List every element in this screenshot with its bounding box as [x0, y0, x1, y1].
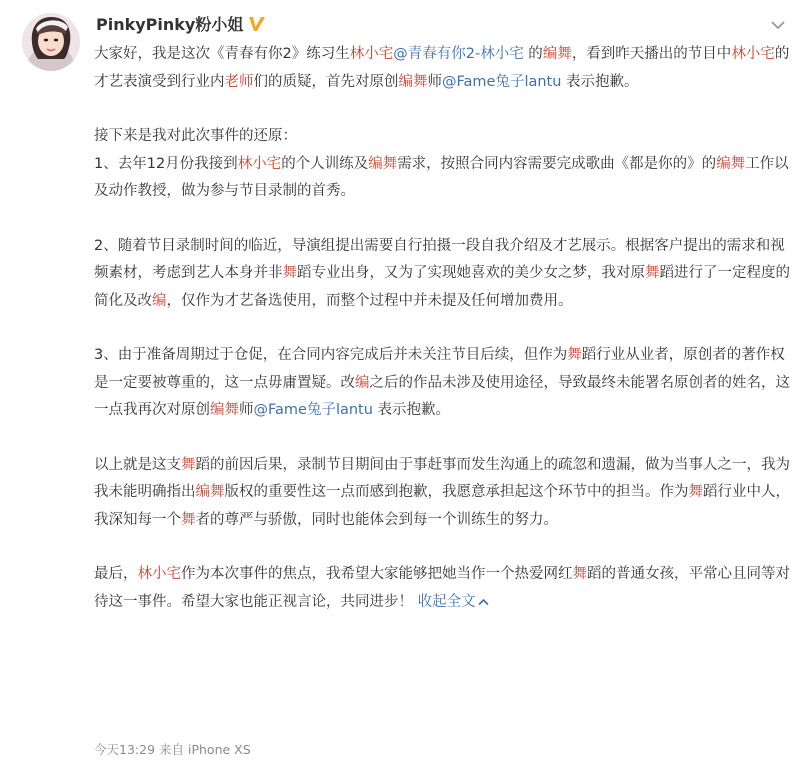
highlight-keyword: 舞 [567, 347, 582, 363]
verified-badge-icon [247, 15, 267, 33]
paragraph-item-3 [94, 342, 794, 425]
highlight-keyword: 编 [152, 292, 167, 309]
text: 需求，按照合同内容需要完成歌曲《都是你的》的 [397, 155, 717, 172]
avatar-photo-icon [22, 13, 80, 71]
highlight-keyword: 编舞 [716, 155, 746, 172]
text: 的 [523, 46, 543, 62]
text: 工作以及动作教授，做为参与节目录制的首秀。 [94, 155, 789, 199]
paragraph-item-2 [94, 233, 794, 316]
text: 版权的重要性这一点而感到抱歉，我愿意承担起这个环节中的担当。作为 [224, 484, 689, 500]
text: 表示抱歉。 [561, 73, 639, 90]
username-text[interactable]: PinkyPinky粉小姐 [96, 15, 244, 34]
text: 蹈行业从业者，原创者的著作权是一定要被尊重的，这一点毋庸置疑。改 [94, 347, 785, 391]
highlight-keyword: 舞 [645, 265, 660, 281]
collapse-full-text-button[interactable] [418, 594, 489, 610]
post-time[interactable]: 今天13:29 [94, 742, 156, 757]
text: 以上就是这支 [94, 456, 181, 473]
highlight-keyword: 编 [355, 374, 370, 391]
avatar[interactable] [22, 13, 80, 71]
highlight-keyword: 舞 [181, 511, 196, 528]
text: 蹈进行了一定程度的简化及改 [94, 265, 790, 309]
highlight-keyword: 舞 [181, 456, 196, 473]
highlight-name: 林小宅 [349, 46, 394, 62]
text: 接下来是我对此次事件的还原： [94, 128, 297, 144]
highlight-keyword: 编舞 [542, 46, 572, 62]
text: ，看到昨天播出的节目中 [571, 46, 732, 62]
highlight-keyword: 舞 [572, 566, 587, 582]
post-meta [94, 740, 251, 758]
post-content [94, 41, 794, 616]
mention-link[interactable]: @青春有你2-林小宅 [393, 46, 524, 62]
chevron-down-icon[interactable] [770, 16, 786, 28]
highlight-keyword: 舞 [282, 265, 297, 281]
paragraph-intro [94, 41, 794, 96]
text: 作为本次事件的焦点，我希望大家能够把她当作一个热爱网红 [181, 566, 573, 582]
text: 们的质疑，首先对原创 [253, 73, 399, 90]
mention-link[interactable]: @Fame兔子lantu [442, 73, 562, 90]
paragraph-summary [94, 452, 794, 535]
highlight-keyword: 编舞 [398, 73, 428, 90]
highlight-name: 林小宅 [237, 155, 282, 172]
text: 的才艺表演受到行业内 [94, 46, 790, 90]
text: 1、去年12月份我接到 [94, 155, 238, 172]
text: 最后， [94, 566, 138, 582]
highlight-keyword: 老师 [224, 73, 254, 90]
text: ，仅作为才艺备选使用，而整个过程中并未提及任何增加费用。 [166, 292, 573, 309]
paragraph-item-1 [94, 123, 794, 206]
mention-link[interactable]: @Fame兔子lantu [253, 402, 373, 418]
highlight-keyword: 编舞 [210, 402, 239, 418]
highlight-name: 林小宅 [731, 46, 775, 62]
text: 的个人训练及 [281, 155, 369, 172]
text: 蹈的前因后果，录制节目期间由于事赶事而发生沟通上的疏忽和遗漏，做为当事人之一，我为我未能明确指出 [94, 456, 790, 500]
highlight-name: 林小宅 [137, 566, 181, 582]
text: 师 [427, 73, 442, 90]
text: 3、由于准备周期过于仓促，在合同内容完成后并未关注节目后续，但作为 [94, 347, 568, 363]
highlight-keyword: 舞 [688, 484, 703, 500]
username[interactable] [96, 12, 267, 35]
text: 之后的作品未涉及使用途径，导致最终未能署名原创者的姓名，这一点我再次对原创 [94, 374, 790, 418]
text: 蹈的普通女孩，平常心且同等对待这一事件。希望大家也能正视言论，共同进步！ [94, 566, 790, 610]
text: 蹈行业中人，我深知每一个 [94, 484, 790, 528]
chevron-up-icon[interactable] [478, 598, 489, 606]
highlight-keyword: 编舞 [195, 484, 225, 500]
text: 表示抱歉。 [372, 402, 451, 418]
post-source: 来自 iPhone XS [159, 742, 251, 757]
text: 2、随着节目录制时间的临近，导演组提出需要自行拍摄一段自我介绍及才艺展示。根据客户提出的需求和视频素材，考虑到艺人本身并非 [94, 237, 785, 281]
text: 蹈专业出身，又为了实现她喜欢的美少女之梦，我对原 [297, 265, 645, 281]
collapse-label[interactable]: 收起全文 [417, 593, 476, 610]
text: 师 [239, 402, 254, 418]
paragraph-closing [94, 561, 794, 616]
text: 者的尊严与骄傲，同时也能体会到每一个训练生的努力。 [195, 511, 558, 528]
highlight-keyword: 编舞 [368, 155, 398, 172]
text: 大家好，我是这次《青春有你2》练习生 [94, 46, 350, 62]
